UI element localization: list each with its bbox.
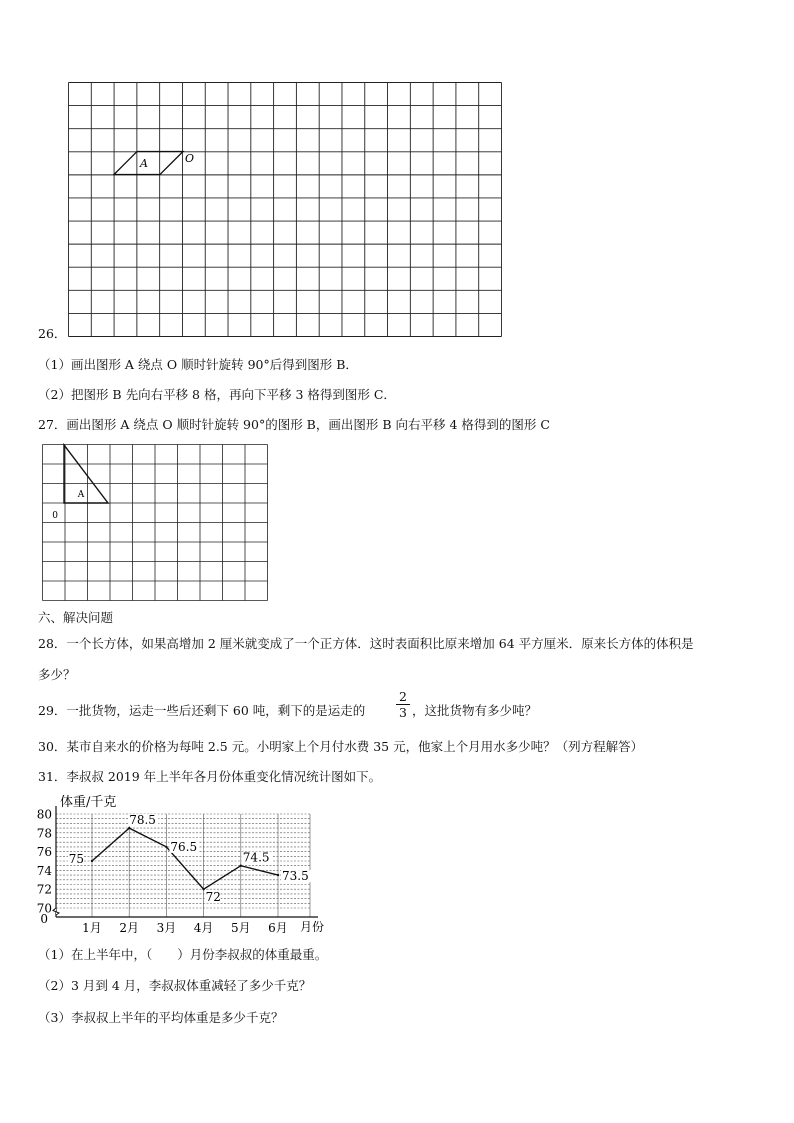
q27-grid-svg: [30, 440, 280, 606]
chart-x-tick-label: 6月: [268, 921, 288, 935]
chart-data-label: 76.5: [170, 839, 198, 854]
q26-sub1: （1）画出图形 A 绕点 O 顺时针旋转 90°后得到图形 B．: [38, 357, 358, 372]
q31-sub3: （3）李叔叔上半年的平均体重是多少千克？: [38, 1010, 284, 1025]
chart-data-label: 78.5: [129, 813, 156, 828]
q31-sub1: （1）在上半年中，（ ）月份李叔叔的体重最重。: [38, 947, 328, 962]
shape-a-triangle: [64, 445, 108, 503]
q27-text: 27．画出图形 A 绕点 O 顺时针旋转 90°的图形 B，画出图形 B 向右平移 4 格得到的图形 C: [38, 417, 550, 432]
q26-sub2: （2）把图形 B 先向右平移 8 格，再向下平移 3 格得到图形 C．: [38, 387, 396, 402]
chart-data-point: [128, 827, 130, 829]
chart-data-point: [202, 888, 204, 890]
chart-y-tick-label: 70: [36, 901, 52, 916]
chart-x-tick-label: 1月: [82, 921, 102, 935]
q29-part1: 29．一批货物，运走一些后还剩下 60 吨，剩下的是运走的: [38, 703, 366, 718]
chart-y-tick-label: 74: [36, 863, 52, 878]
chart-y-axis-label: 体重/千克: [60, 795, 117, 810]
shape-a-parallelogram: [114, 152, 183, 175]
q26-number: 26．: [38, 326, 67, 341]
chart-data-point: [91, 860, 93, 862]
q28-line1: 28．一个长方体，如果高增加 2 厘米就变成了一个正方体．这时表面积比原来增加 64 平方厘米．原来长方体的体积是: [38, 636, 694, 651]
chart-tick-labels: [37, 808, 288, 936]
chart-data-label: 72: [205, 890, 221, 905]
q29-part2: ，这批货物有多少吨？: [412, 703, 538, 718]
chart-data-point: [165, 846, 167, 848]
chart-data-label: 75: [68, 852, 84, 866]
triangle-a-label: A: [77, 490, 85, 500]
chart-x-axis-label: 月份: [300, 920, 325, 934]
q29-fraction: [396, 690, 410, 719]
q26-grid: [68, 82, 502, 338]
weight-chart-svg: [24, 792, 354, 940]
weight-chart: [24, 792, 354, 940]
chart-axis-break: [53, 908, 59, 915]
chart-y-tick-label: 78: [36, 826, 52, 841]
q30-text: 30．某市自来水的价格为每吨 2.5 元。小明家上个月付水费 35 元，他家上个月用水多少吨？（列方程解答）: [38, 739, 644, 754]
chart-data-label: 73.5: [282, 869, 309, 884]
chart-x-tick-label: 2月: [119, 921, 140, 935]
point-0-label: 0: [52, 511, 58, 521]
q31-text: 31．李叔叔 2019 年上半年各月份体重变化情况统计图如下。: [38, 769, 382, 784]
chart-origin-label: 0: [40, 912, 48, 926]
chart-data-labels: [68, 813, 311, 904]
chart-y-tick-label: 76: [36, 845, 52, 860]
section-title: 六、解决问题: [38, 610, 114, 625]
chart-x-tick-label: 3月: [156, 921, 177, 935]
q29-fraction-denominator: 3: [399, 705, 407, 720]
q27-grid: [30, 440, 280, 606]
chart-y-tick-label: 80: [36, 807, 52, 822]
chart-y-tick-label: 72: [36, 882, 52, 897]
shape-a-label: A: [140, 157, 148, 170]
point-o-label: O: [185, 152, 195, 165]
q29-fraction-numerator: 2: [399, 689, 407, 704]
q26-grid-svg: [68, 82, 502, 338]
q28-line2: 多少？: [38, 667, 76, 682]
q31-sub2: （2）3 月到 4 月，李叔叔体重减轻了多少千克？: [38, 978, 312, 993]
chart-x-tick-label: 4月: [193, 921, 214, 935]
chart-x-tick-label: 5月: [230, 921, 251, 935]
chart-data-point: [240, 865, 242, 867]
chart-data-point: [277, 874, 279, 876]
chart-data-label: 74.5: [242, 850, 270, 865]
